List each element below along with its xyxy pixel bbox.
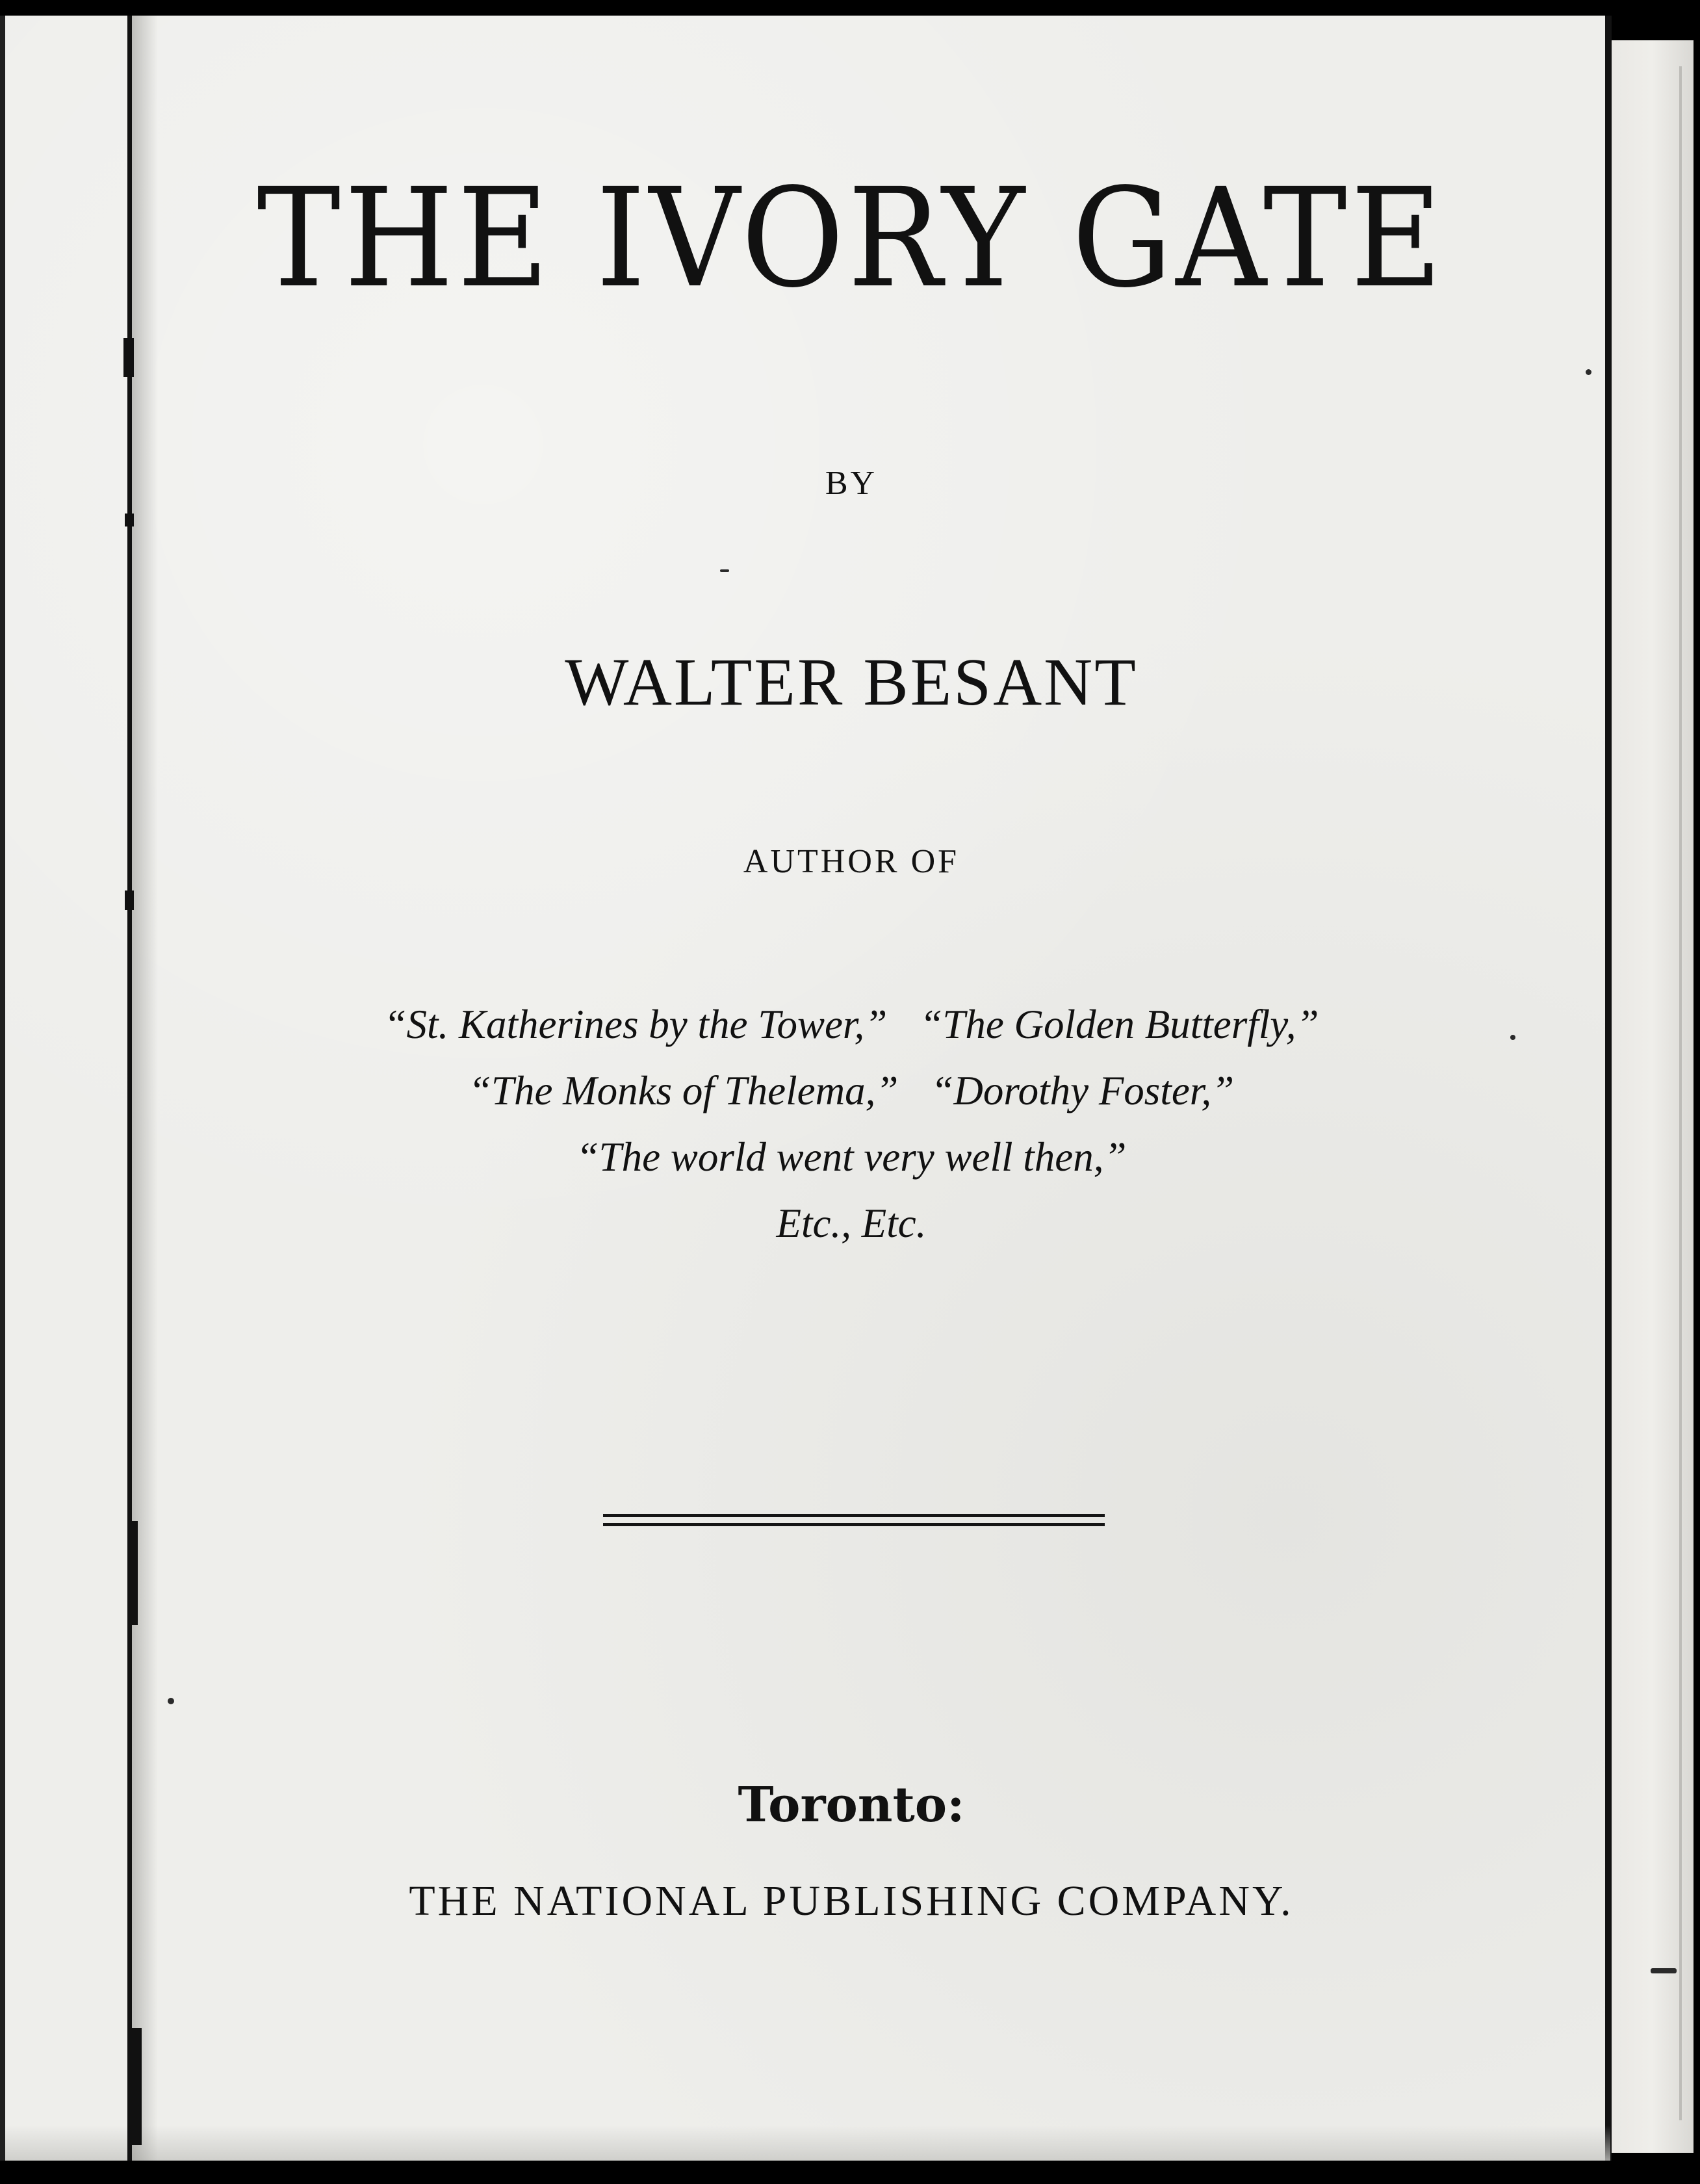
works-line xyxy=(156,1068,1547,1137)
paper-speck xyxy=(1586,369,1591,375)
work-title: “The world went very well then,” xyxy=(576,1134,1127,1180)
author-of-label: AUTHOR OF xyxy=(743,843,960,880)
binding-stitch-mark xyxy=(129,1521,138,1625)
works-line xyxy=(156,1134,1547,1203)
work-title: “Dorothy Foster,” xyxy=(931,1068,1235,1113)
paper-speck xyxy=(1651,1968,1677,1973)
other-works-list xyxy=(156,1004,1547,1269)
imprint-place: Toronto: xyxy=(738,1777,965,1833)
double-rule-divider xyxy=(603,1511,1105,1531)
title-page-content xyxy=(156,0,1547,2184)
imprint-publisher: THE NATIONAL PUBLISHING COMPANY. xyxy=(409,1877,1294,1925)
work-title: “The Golden Butterfly,” xyxy=(920,1002,1319,1047)
binding-stitch-mark xyxy=(125,890,134,910)
rule-line-bottom xyxy=(603,1523,1105,1526)
author-name: WALTER BESANT xyxy=(565,645,1138,720)
binding-gutter-line xyxy=(127,16,132,2161)
works-line xyxy=(156,1203,1547,1269)
binding-stitch-mark xyxy=(123,338,134,377)
binding-stitch-mark xyxy=(127,2028,142,2145)
work-title: “St. Katherines by the Tower,” xyxy=(383,1002,888,1047)
binding-stitch-mark xyxy=(125,514,134,526)
back-page-fold xyxy=(1679,66,1682,2120)
by-label: BY xyxy=(825,465,878,502)
binding-gutter-shade xyxy=(132,16,158,2161)
rule-line-top xyxy=(603,1514,1105,1517)
book-title: THE IVORY GATE xyxy=(257,159,1446,318)
page-right-border xyxy=(1605,16,1612,2161)
left-scan-border xyxy=(0,16,5,2161)
work-title: “The Monks of Thelema,” xyxy=(468,1068,899,1113)
etcetera: Etc., Etc. xyxy=(776,1201,927,1246)
works-line xyxy=(156,1004,1547,1071)
